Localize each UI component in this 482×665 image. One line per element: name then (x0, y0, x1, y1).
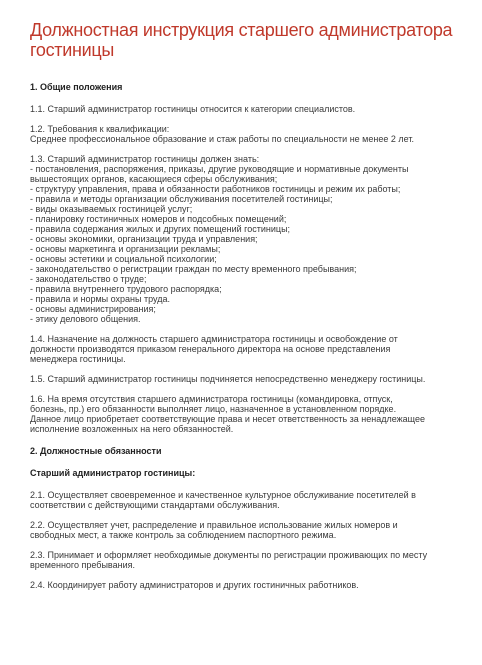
text-line: 1.3. Старший администратор гостиницы должен знать: (30, 154, 260, 164)
text-line: 2.4. Координирует работу администраторов и других гостиничных работников. (30, 580, 359, 590)
text-line: 2.2. Осуществляет учет, распределение и правильное использование жилых номеров и (30, 520, 398, 530)
text-line: 1.5. Старший администратор гостиницы подчиняется непосредственно менеджеру гостиницы. (30, 374, 426, 384)
title-line: Должностная инструкция старшего администратора (30, 20, 453, 40)
title-line: гостиницы (30, 40, 115, 60)
list-item: - структуру управления, права и обязанности работников гостиницы и режим их работы; (30, 184, 401, 194)
list-item: - основы администрирования; (30, 304, 156, 314)
paragraph-2-1 (30, 490, 475, 510)
list-item: - планировку гостиничных номеров и подсобных помещений; (30, 214, 287, 224)
list-item: - правила и методы организации обслуживания посетителей гостиницы; (30, 194, 333, 204)
paragraph-1-3 (30, 154, 475, 324)
list-item: вышестоящих органов, касающиеся сферы обслуживания; (30, 174, 278, 184)
duties-subheading: Старший администратор гостиницы: (30, 468, 196, 478)
section-heading-duties: 2. Должностные обязанности (30, 446, 162, 456)
paragraph-2-4 (30, 580, 475, 590)
list-item: - правила содержания жилых и других помещений гостиницы; (30, 224, 291, 234)
list-item: - основы эстетики и социальной психологии; (30, 254, 217, 264)
text-line: должности производятся приказом генерального директора на основе представления (30, 344, 391, 354)
list-item: - виды оказываемых гостиницей услуг; (30, 204, 193, 214)
paragraph-1-4 (30, 334, 475, 364)
text-line: исполнение возложенных на него обязанностей. (30, 424, 234, 434)
paragraph-1-2 (30, 124, 475, 144)
list-item: - законодательство о труде; (30, 274, 147, 284)
paragraph-1-6 (30, 394, 475, 434)
paragraph-2-3 (30, 550, 475, 570)
list-item: - этику делового общения. (30, 314, 141, 324)
paragraph-2-2 (30, 520, 475, 540)
section-heading-general: 1. Общие положения (30, 82, 123, 92)
text-line: 1.6. На время отсутствия старшего администратора гостиницы (командировка, отпуск, (30, 394, 393, 404)
list-item: - основы экономики, организации труда и управления; (30, 234, 258, 244)
text-line: менеджера гостиницы. (30, 354, 126, 364)
text-line: болезнь, пр.) его обязанности выполняет лицо, назначенное в установленном порядке. (30, 404, 397, 414)
list-item: - законодательство о регистрации граждан по месту временного пребывания; (30, 264, 357, 274)
list-item: - постановления, распоряжения, приказы, другие руководящие и нормативные документы (30, 164, 409, 174)
text-line: 1.1. Старший администратор гостиницы относится к категории специалистов. (30, 104, 356, 114)
instruction-document (30, 20, 475, 600)
text-line: временного пребывания. (30, 560, 135, 570)
list-item: - основы маркетинга и организации рекламы; (30, 244, 221, 254)
list-item: - правила внутреннего трудового распорядка; (30, 284, 222, 294)
text-line: Данное лицо приобретает соответствующие права и несет ответственность за ненадлежащее (30, 414, 425, 424)
document-title (30, 20, 475, 60)
text-line: свободных мест, а также контроль за соблюдением паспортного режима. (30, 530, 337, 540)
text-line: соответствии с действующими стандартами обслуживания. (30, 500, 280, 510)
list-item: - правила и нормы охраны труда. (30, 294, 170, 304)
text-line: 2.3. Принимает и оформляет необходимые документы по регистрации проживающих по месту (30, 550, 428, 560)
text-line: 2.1. Осуществляет своевременное и качественное культурное обслуживание посетителей в (30, 490, 416, 500)
text-line: 1.2. Требования к квалификации: (30, 124, 170, 134)
text-line: Среднее профессиональное образование и стаж работы по специальности не менее 2 лет. (30, 134, 414, 144)
paragraph-1-5 (30, 374, 475, 384)
paragraph-1-1 (30, 104, 475, 114)
text-line: 1.4. Назначение на должность старшего администратора гостиницы и освобождение от (30, 334, 398, 344)
